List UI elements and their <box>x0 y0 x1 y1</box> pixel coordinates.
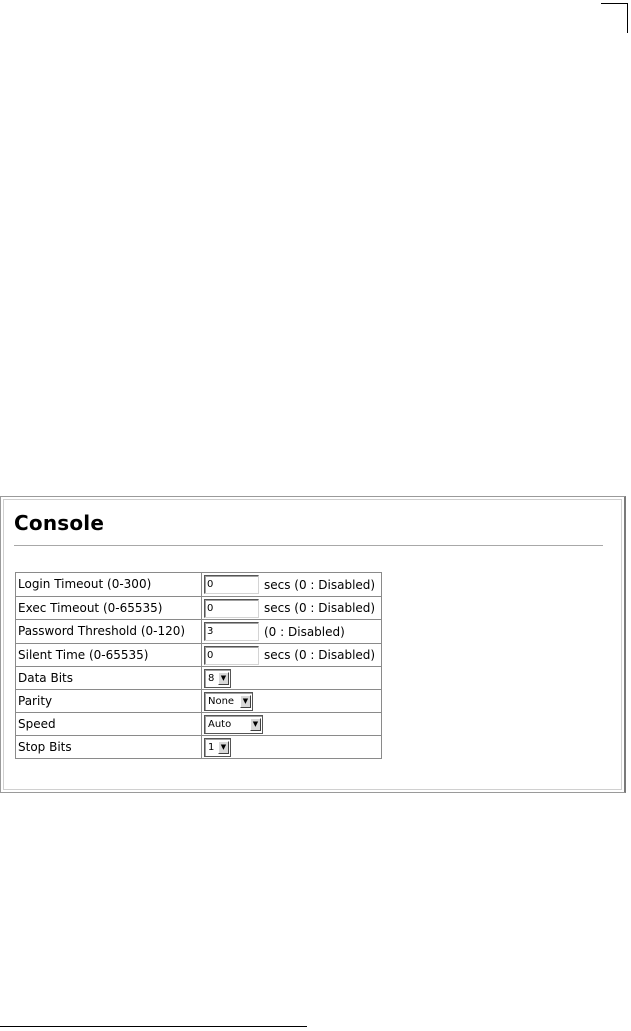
exec-timeout-label: Exec Timeout (0-65535) <box>16 596 202 620</box>
password-threshold-input[interactable]: 3 <box>204 622 259 641</box>
parity-value: None <box>208 696 235 707</box>
parity-select[interactable] <box>204 692 253 711</box>
table-row <box>16 643 382 667</box>
table-row <box>16 573 382 597</box>
password-threshold-cell <box>202 620 382 644</box>
stop-bits-cell <box>202 736 382 759</box>
console-settings-table <box>15 572 382 759</box>
password-threshold-label: Password Threshold (0-120) <box>16 620 202 644</box>
table-row <box>16 596 382 620</box>
data-bits-cell <box>202 667 382 690</box>
parity-label: Parity <box>16 690 202 713</box>
stop-bits-select[interactable] <box>204 738 231 757</box>
exec-timeout-cell <box>202 596 382 620</box>
data-bits-value: 8 <box>208 673 215 684</box>
speed-select[interactable] <box>204 715 263 734</box>
exec-timeout-hint: secs (0 : Disabled) <box>264 601 376 615</box>
password-threshold-hint: (0 : Disabled) <box>264 624 345 639</box>
console-settings-panel <box>0 496 626 793</box>
stop-bits-label: Stop Bits <box>16 736 202 759</box>
silent-time-cell <box>202 643 382 667</box>
title-divider <box>14 545 603 546</box>
silent-time-hint: secs (0 : Disabled) <box>264 648 376 662</box>
login-timeout-hint: secs (0 : Disabled) <box>264 577 376 592</box>
login-timeout-cell <box>202 573 382 597</box>
table-row <box>16 736 382 759</box>
chevron-down-icon[interactable]: ▼ <box>240 695 251 708</box>
chevron-down-icon[interactable]: ▼ <box>250 718 261 731</box>
parity-cell <box>202 690 382 713</box>
data-bits-label: Data Bits <box>16 667 202 690</box>
table-row <box>16 620 382 644</box>
table-row <box>16 713 382 736</box>
chevron-down-icon[interactable]: ▼ <box>218 672 229 685</box>
footnote-divider <box>0 1026 307 1027</box>
chevron-down-icon[interactable]: ▼ <box>218 741 229 754</box>
page-corner-mark <box>601 3 628 33</box>
silent-time-label: Silent Time (0-65535) <box>16 643 202 667</box>
page-title: Console <box>14 511 105 535</box>
silent-time-input[interactable]: 0 <box>204 646 259 665</box>
speed-cell <box>202 713 382 736</box>
exec-timeout-input[interactable]: 0 <box>204 599 259 618</box>
stop-bits-value: 1 <box>208 742 215 753</box>
login-timeout-input[interactable]: 0 <box>204 575 259 594</box>
speed-value: Auto <box>208 719 232 730</box>
table-row <box>16 690 382 713</box>
data-bits-select[interactable] <box>204 669 231 688</box>
speed-label: Speed <box>16 713 202 736</box>
table-row <box>16 667 382 690</box>
login-timeout-label: Login Timeout (0-300) <box>16 573 202 597</box>
